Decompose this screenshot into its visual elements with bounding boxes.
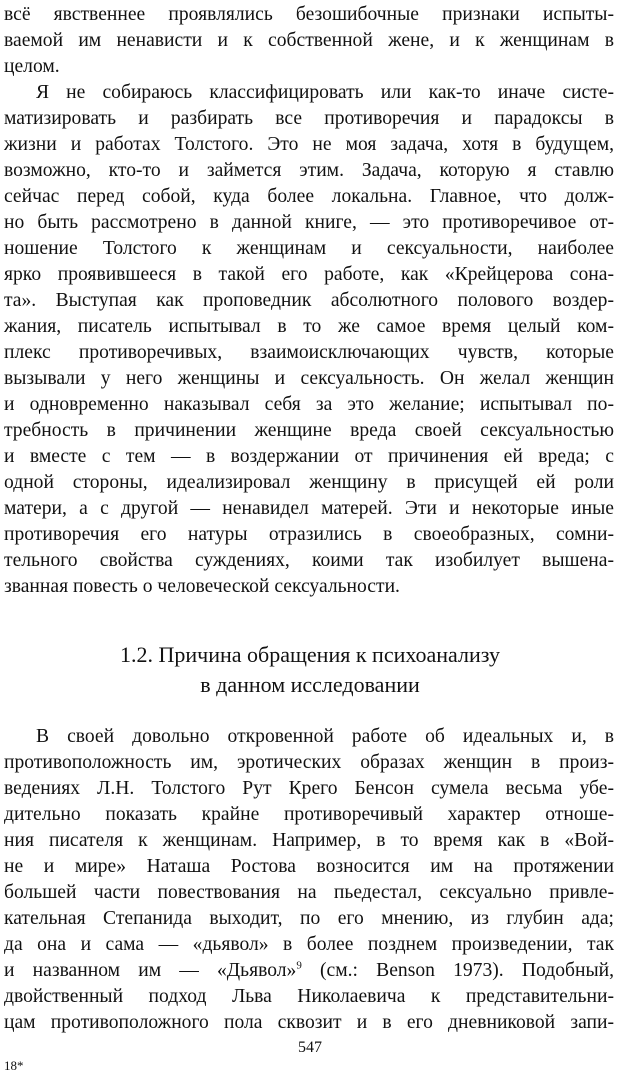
text-line: ведениях Л.Н. Толстого Рут Крего Бенсон сумела весьма убе-	[4, 778, 614, 799]
text-line: плекс противоречивых, взаимоисключающих чувств, которые	[4, 342, 614, 363]
text-line: противоположность им, эротических образах женщин в произ-	[4, 752, 614, 773]
text-line: ярко проявившееся в такой его работе, как «Крейцерова сона-	[4, 264, 614, 285]
text-line: жизни и работах Толстого. Это не моя задача, хотя в будущем,	[4, 134, 614, 155]
text-line: ношение Толстого к женщинам и сексуальности, наиболее	[4, 238, 614, 259]
text-line: двойственный подход Льва Николаевича к представительни-	[4, 986, 614, 1007]
text-line: званная повесть о человеческой сексуальности.	[4, 576, 400, 597]
text-fragment: и названном им — «Дьявол»	[4, 960, 297, 981]
section-heading-line-1: 1.2. Причина обращения к психоанализу	[119, 642, 500, 667]
text-line: большей части повествования на пьедестал, сексуально привле-	[4, 882, 614, 903]
text-line: ваемой им ненависти и к собственной жене, и к женщинам в	[4, 30, 614, 51]
text-line: сейчас перед собой, куда более локальна. Главное, что долж-	[4, 186, 614, 207]
text-line: дительно показать крайне противоречивый характер отноше-	[4, 804, 614, 825]
text-line: да она и сама — «дьявол» в более позднем произведении, так	[4, 934, 614, 955]
text-line: целом.	[4, 56, 60, 77]
text-line: противоречия его натуры отразились в своеобразных, сомни-	[4, 524, 614, 545]
text-line: не и мире» Наташа Ростова возносится им на протяжении	[4, 856, 614, 877]
text-line: та». Выступая как проповедник абсолютного полового воздер-	[4, 290, 614, 311]
text-line: тельного свойства суждениях, коими так изобилует вышена-	[4, 550, 614, 571]
signature-mark: 18*	[4, 1058, 24, 1073]
text-line: одной стороны, идеализировал женщину в присущей ей роли	[4, 472, 614, 493]
paragraph-first-line: В своей довольно откровенной работе об идеальных и, в	[36, 726, 614, 747]
text-fragment: (см.: Benson 1973). Подобный,	[320, 960, 615, 981]
text-line: ния писателя к женщинам. Например, в то время как в «Вой-	[4, 830, 614, 851]
text-line: цам противоположного пола сквозит и в его дневниковой запи-	[4, 1012, 614, 1033]
text-line: и вместе с тем — в воздержании от причинения ей вреда; с	[4, 446, 614, 467]
text-line: возможно, кто-то и займется этим. Задача, которую я ставлю	[4, 160, 614, 181]
text-line: вызывали у него женщины и сексуальность. Он желал женщин	[4, 368, 614, 389]
text-line: требность в причинении женщине вреда своей сексуальностью	[4, 420, 614, 441]
text-line: но быть рассмотрено в данной книге, — это противоречивое от-	[4, 212, 614, 233]
page-number: 547	[298, 1039, 322, 1056]
text-line-with-footnote	[4, 958, 614, 984]
section-heading-line-2: в данном исследовании	[200, 672, 420, 697]
text-line: матери, а с другой — ненавидел матерей. Эти и некоторые иные	[4, 498, 614, 519]
text-line: матизировать и разбирать все противоречия и парадоксы в	[4, 108, 614, 129]
footnote-reference: 9	[296, 959, 302, 972]
text-line: всё явственнее проявлялись безошибочные признаки испыты-	[4, 4, 614, 25]
text-line: кательная Степанида выходит, по его мнению, из глубин ада;	[4, 908, 614, 929]
text-line: и одновременно наказывал себя за это желание; испытывал по-	[4, 394, 614, 415]
paragraph-first-line: Я не собираюсь классифицировать или как-то иначе систе-	[36, 82, 614, 103]
text-line: жания, писатель испытывал в то же самое время целый ком-	[4, 316, 614, 337]
